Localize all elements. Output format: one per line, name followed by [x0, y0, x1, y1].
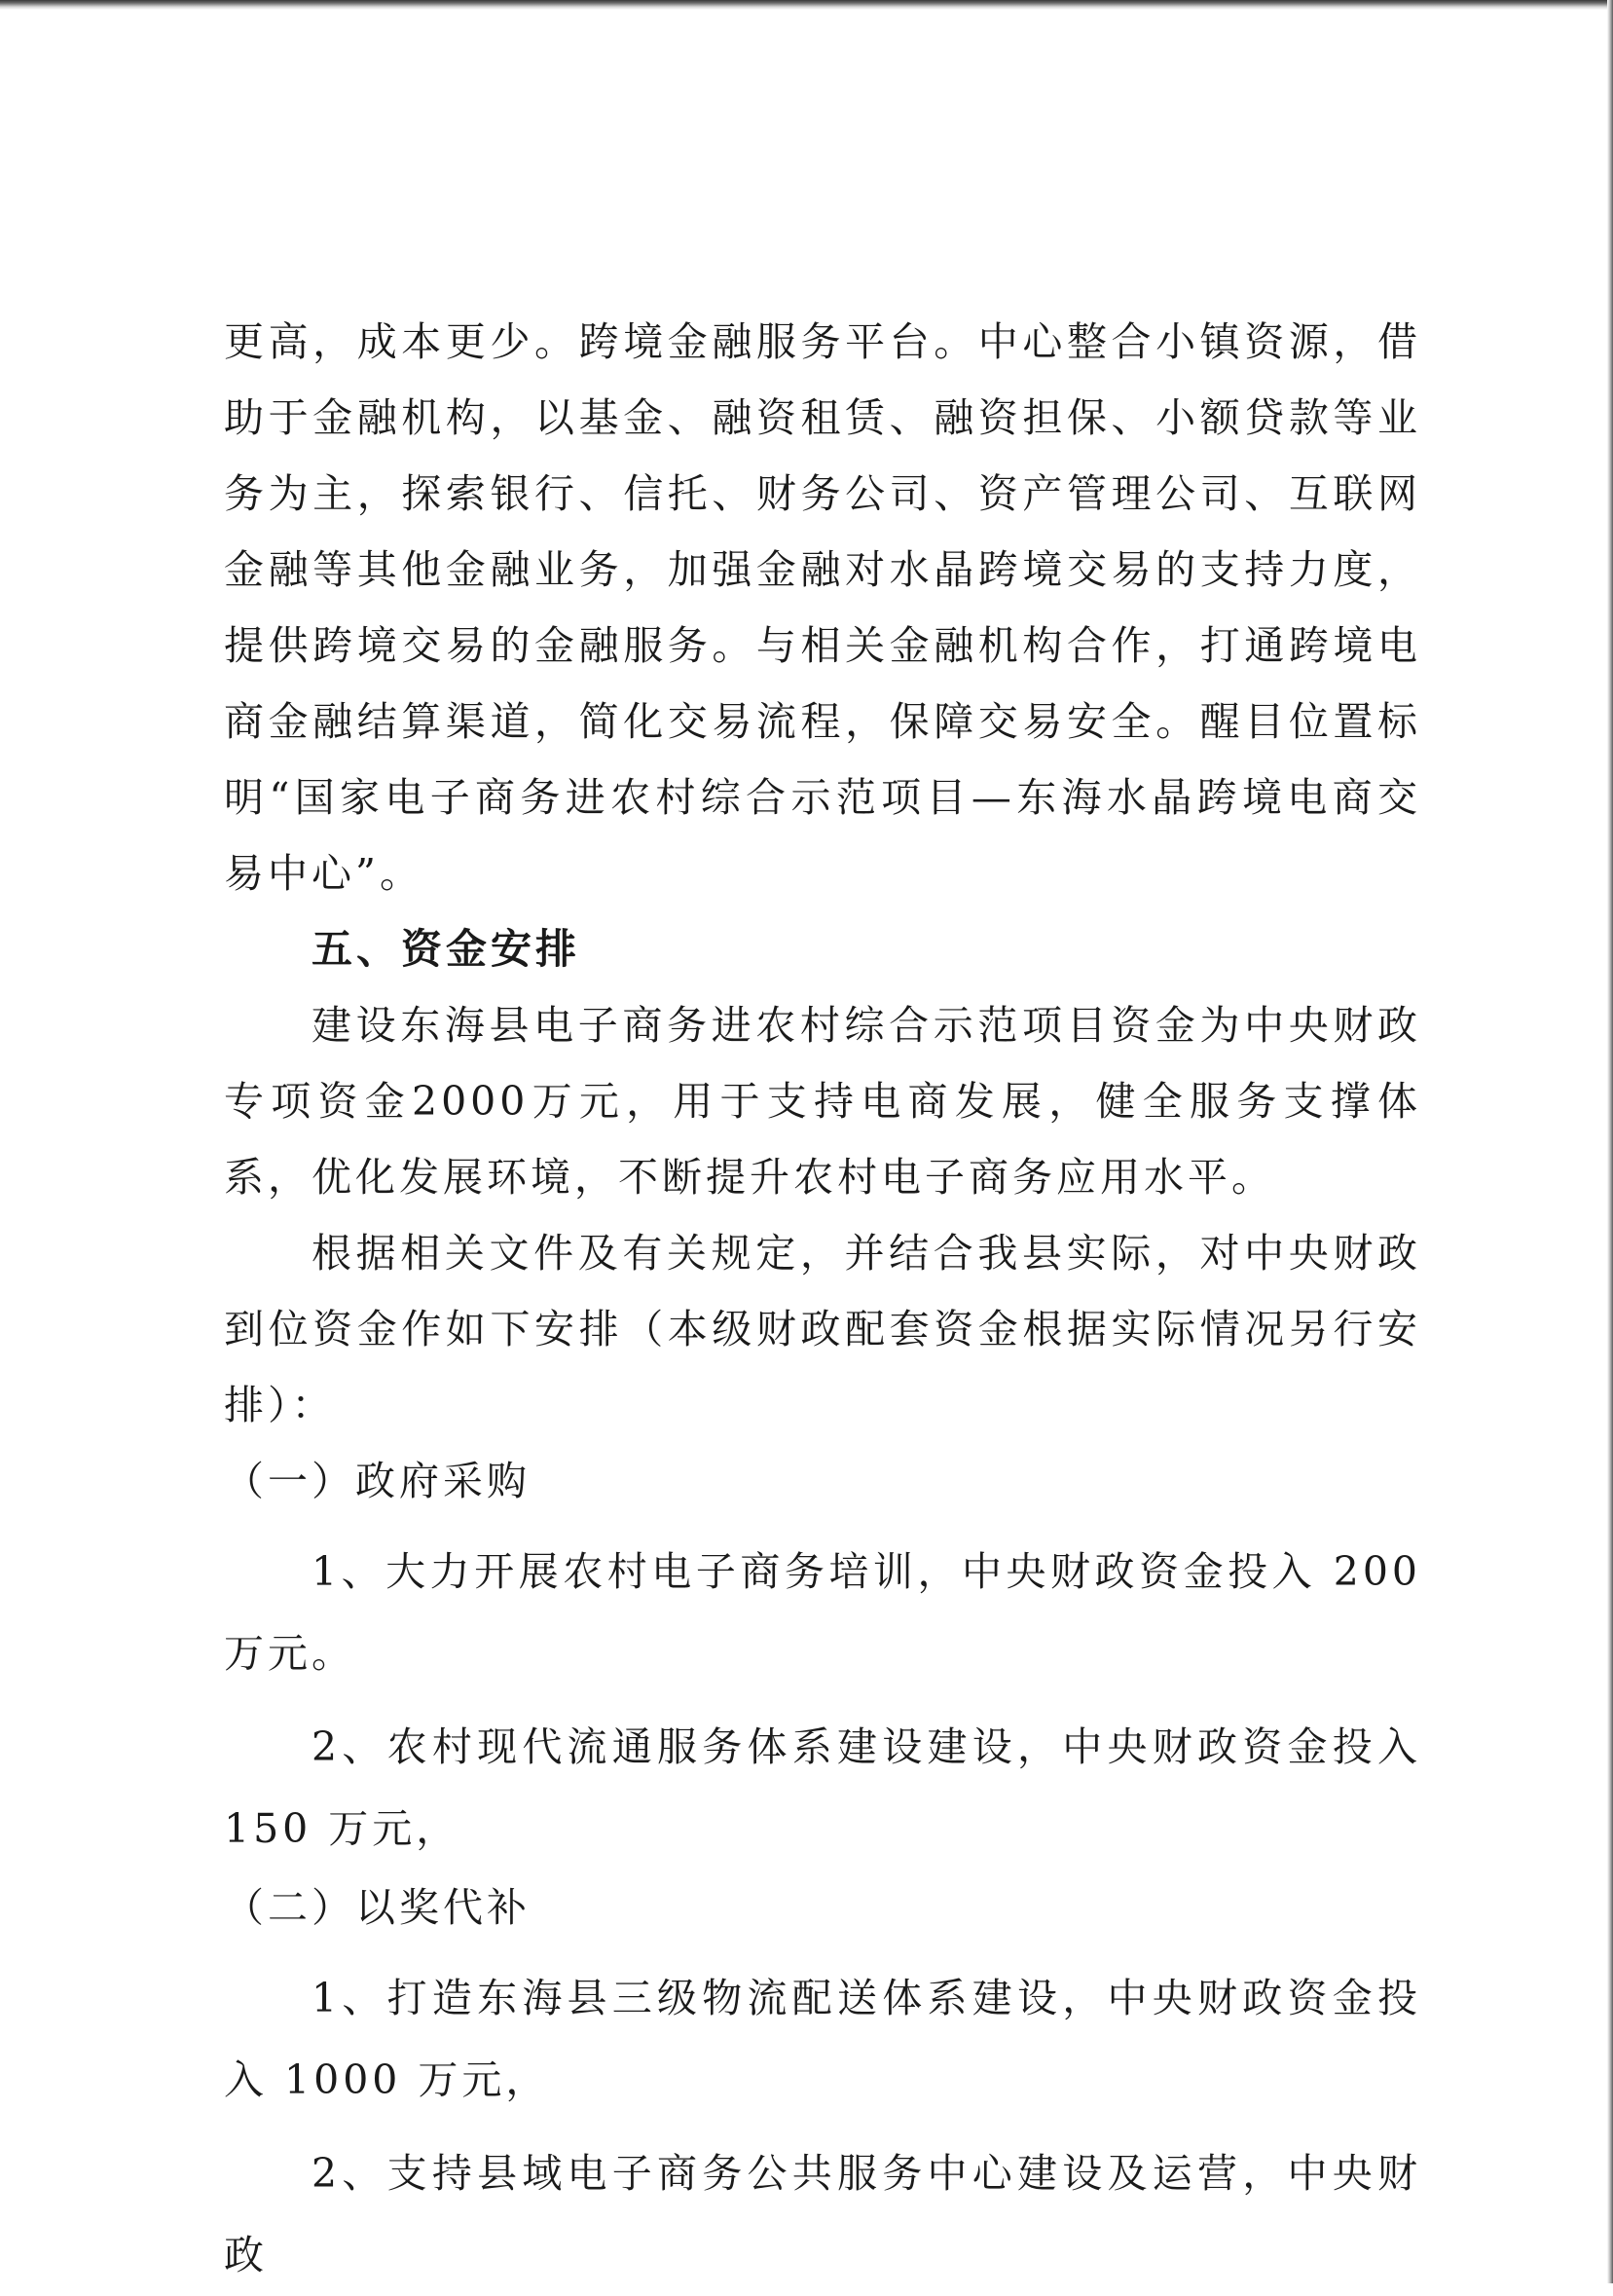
continued-paragraph: 更高，成本更少。跨境金融服务平台。中心整合小镇资源，借助于金融机构，以基金、融资租赁、融资担保、小额贷款等业务为主，探索银行、信托、财务公司、资产管理公司、互联网金融等其他金融业务，加强金融对水晶跨境交易的支持力度，提供跨境交易的金融服务。与相关金融机构合作，打通跨境电商金融结算渠道，简化交易流程，保障交易安全。醒目位置标明“国家电子商务进农村综合示范项目—东海水晶跨境电商交易中心”。: [224, 318, 1421, 897]
list-item-training: 1、大力开展农村电子商务培训，中央财政资金投入 200 万元。: [224, 1548, 1421, 1677]
list-item-service-center: 2、支持县域电子商务公共服务中心建设及运营，中央财政: [224, 2150, 1421, 2278]
list-item-logistics: 1、打造东海县三级物流配送体系建设，中央财政资金投入 1000 万元，: [224, 1975, 1421, 2103]
subsection-reward-subsidy: （二）以奖代补: [224, 1884, 531, 1931]
section-heading-funding: 五、资金安排: [312, 925, 581, 973]
paragraph-funding-total: 建设东海县电子商务进农村综合示范项目资金为中央财政专项资金2000万元，用于支持电商发展，健全服务支撑体系，优化发展环境，不断提升农村电子商务应用水平。: [224, 1002, 1421, 1201]
scan-edge-top: [0, 0, 1613, 10]
subsection-government-procurement: （一）政府采购: [224, 1458, 531, 1504]
document-page: [224, 304, 1421, 2296]
scan-edge-right: [1607, 0, 1613, 2283]
list-item-distribution-system: 2、农村现代流通服务体系建设建设，中央财政资金投入 150 万元，: [224, 1723, 1421, 1852]
paragraph-funding-arrangement: 根据相关文件及有关规定，并结合我县实际，对中央财政到位资金作如下安排（本级财政配套资金根据实际情况另行安排）：: [224, 1230, 1421, 1428]
